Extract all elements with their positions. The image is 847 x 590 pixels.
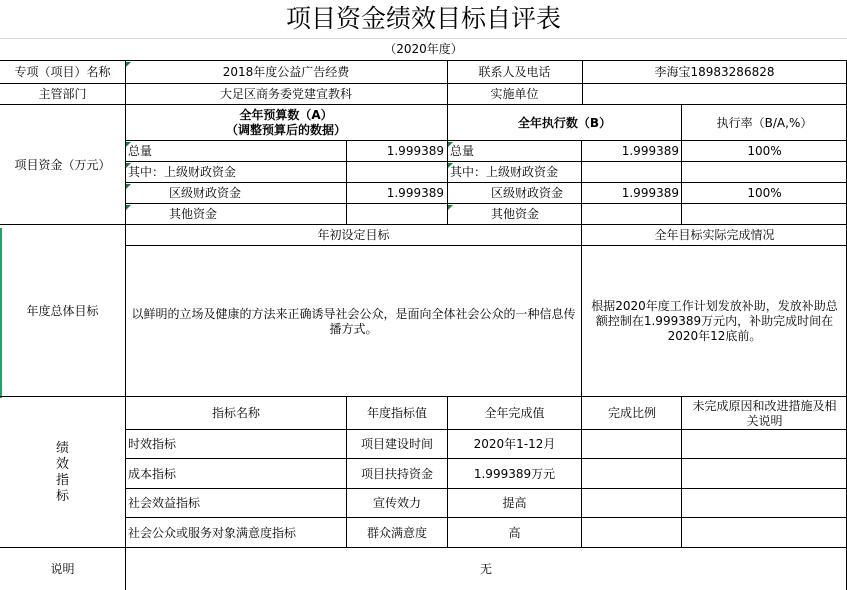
funds-total-value-a[interactable]: 1.999389: [386, 144, 444, 158]
indicator-row-0-reason[interactable]: [682, 430, 847, 459]
funds-other-value-b[interactable]: [582, 204, 682, 225]
performance-label-char: 标: [55, 488, 69, 504]
indicator-row-0-actual[interactable]: 2020年1-12月: [473, 437, 556, 451]
cell-marker-icon: [126, 184, 131, 189]
indicator-row-1-target[interactable]: 项目扶持资金: [360, 466, 433, 481]
indicator-row-2-ratio[interactable]: [582, 489, 682, 518]
indicator-row-2-actual[interactable]: 提高: [502, 496, 527, 510]
border-line: [346, 397, 347, 548]
exec-header: 全年执行数（B）: [517, 115, 612, 130]
funds-total-value-b[interactable]: 1.999389: [621, 144, 679, 158]
border-line: [125, 182, 847, 183]
dept-label: 主管部门: [38, 86, 87, 101]
indicator-row-3-ratio[interactable]: [582, 518, 682, 548]
indicator-row-0-name: 时效指标: [128, 437, 177, 451]
funds-district-value-a[interactable]: 1.999389: [386, 186, 444, 200]
indicator-actual-header: 全年完成值: [484, 406, 545, 420]
border-line: [581, 225, 582, 397]
border-line: [581, 397, 582, 548]
funds-district-label-a: 区级财政资金: [169, 186, 242, 200]
performance-label-char: 效: [55, 456, 69, 472]
border-line: [346, 141, 347, 225]
indicator-name-header: 指标名称: [211, 406, 260, 420]
cell-marker-icon: [448, 142, 453, 147]
funds-total-label-b: 总量: [450, 144, 475, 158]
border-line: [0, 60, 847, 61]
remark-label: 说明: [50, 561, 75, 576]
funds-upper-value-a[interactable]: [347, 162, 447, 183]
border-line: [125, 161, 847, 162]
dept-value[interactable]: 大足区商务委党建宣教科: [219, 86, 352, 101]
budget-header-line2: （调整预算后的数据）: [225, 123, 346, 137]
funds-other-rate[interactable]: [682, 204, 847, 225]
indicator-row-2-target[interactable]: 宣传效力: [372, 496, 421, 510]
indicator-row-3-reason[interactable]: [682, 518, 847, 548]
funds-district-rate[interactable]: 100%: [747, 186, 782, 200]
funds-total-rate[interactable]: 100%: [747, 144, 782, 158]
indicator-ratio-header: 完成比例: [607, 406, 656, 420]
border-line: [447, 397, 448, 548]
funds-upper-rate[interactable]: [682, 162, 847, 183]
cell-marker-icon: [448, 205, 453, 210]
performance-label-char: 指: [55, 472, 69, 488]
border-line: [125, 488, 847, 489]
budget-header-line1: 全年预算数（A）: [239, 108, 333, 122]
funds-total-label-a: 总量: [128, 144, 153, 158]
budget-header: [125, 105, 447, 141]
border-line: [681, 105, 682, 225]
funds-other-label-b: 其他资金: [491, 207, 540, 221]
border-line: [0, 396, 847, 397]
cell-marker-icon: [126, 142, 131, 147]
indicator-row-3-name: 社会公众或服务对象满意度指标: [128, 525, 297, 540]
border-line: [0, 547, 847, 548]
border-line: [681, 397, 682, 548]
border-line: [125, 458, 847, 459]
cell-marker-icon: [448, 163, 453, 168]
indicator-row-3-target[interactable]: 群众满意度: [366, 525, 427, 540]
initial-goal-header: 年初设定目标: [317, 228, 390, 242]
funds-section-label: 项目资金（万元）: [14, 157, 111, 172]
project-name-value[interactable]: 2018年度公益广告经费: [222, 64, 350, 79]
border-line: [125, 140, 847, 141]
indicator-target-header: 年度指标值: [366, 406, 427, 420]
sheet-title: 项目资金绩效目标自评表: [285, 4, 561, 33]
contact-value[interactable]: 李海宝18983286828: [654, 64, 775, 79]
indicator-row-2-name: 社会效益指标: [128, 496, 201, 510]
border-line: [0, 224, 847, 225]
cell-marker-icon: [126, 205, 131, 210]
annual-goal-label: 年度总体目标: [26, 303, 99, 318]
impl-label: 实施单位: [490, 86, 539, 101]
border-line: [0, 104, 847, 105]
funds-upper-value-b[interactable]: [582, 162, 682, 183]
border-line: [581, 141, 582, 225]
indicator-row-1-ratio[interactable]: [582, 459, 682, 489]
funds-upper-label-b: 其中：上级财政资金: [450, 165, 559, 179]
border-line: [125, 429, 847, 430]
cell-marker-icon: [126, 163, 131, 168]
performance-label-char: 绩: [55, 440, 69, 456]
cell-marker-icon: [126, 62, 131, 67]
indicator-row-2-reason[interactable]: [682, 489, 847, 518]
border-line: [125, 61, 126, 590]
impl-value[interactable]: [582, 83, 847, 105]
contact-label: 联系人及电话: [478, 64, 551, 79]
rate-header: 执行率（B/A,%）: [716, 115, 813, 130]
indicator-row-0-target[interactable]: 项目建设时间: [360, 437, 433, 451]
project-name-label: 专项（项目）名称: [14, 64, 111, 79]
indicator-row-0-ratio[interactable]: [582, 430, 682, 459]
indicator-row-1-reason[interactable]: [682, 459, 847, 489]
year-label: （2020年度）: [384, 41, 463, 56]
border-line: [125, 203, 847, 204]
initial-goal-text[interactable]: 以鲜明的立场及健康的方法来正确诱导社会公众，是面向全体社会公众的一种信息传播方式。: [131, 306, 576, 336]
funds-district-label-b: 区级财政资金: [491, 186, 564, 200]
border-line: [582, 61, 583, 105]
border-line: [0, 83, 847, 84]
funds-other-value-a[interactable]: [347, 204, 447, 225]
funds-district-value-b[interactable]: 1.999389: [621, 186, 679, 200]
remark-value[interactable]: 无: [479, 561, 492, 576]
funds-other-label-a: 其他资金: [169, 207, 218, 221]
funds-upper-label-a: 其中：上级财政资金: [128, 165, 237, 179]
indicator-row-1-name: 成本指标: [128, 466, 177, 481]
indicator-row-1-actual[interactable]: 1.999389万元: [473, 466, 556, 481]
border-line: [125, 517, 847, 518]
indicator-reason-header: 未完成原因和改进措施及相关说明: [692, 398, 837, 428]
indicator-row-3-actual[interactable]: 高: [508, 525, 521, 540]
actual-goal-text[interactable]: 根据2020年度工作计划发放补助，发放补助总额控制在1.999389万元内，补助完成时间在2020年12底前。: [591, 299, 838, 343]
performance-section-label: [0, 397, 125, 548]
border-line: [125, 245, 847, 246]
actual-goal-header: 全年目标实际完成情况: [654, 228, 775, 242]
